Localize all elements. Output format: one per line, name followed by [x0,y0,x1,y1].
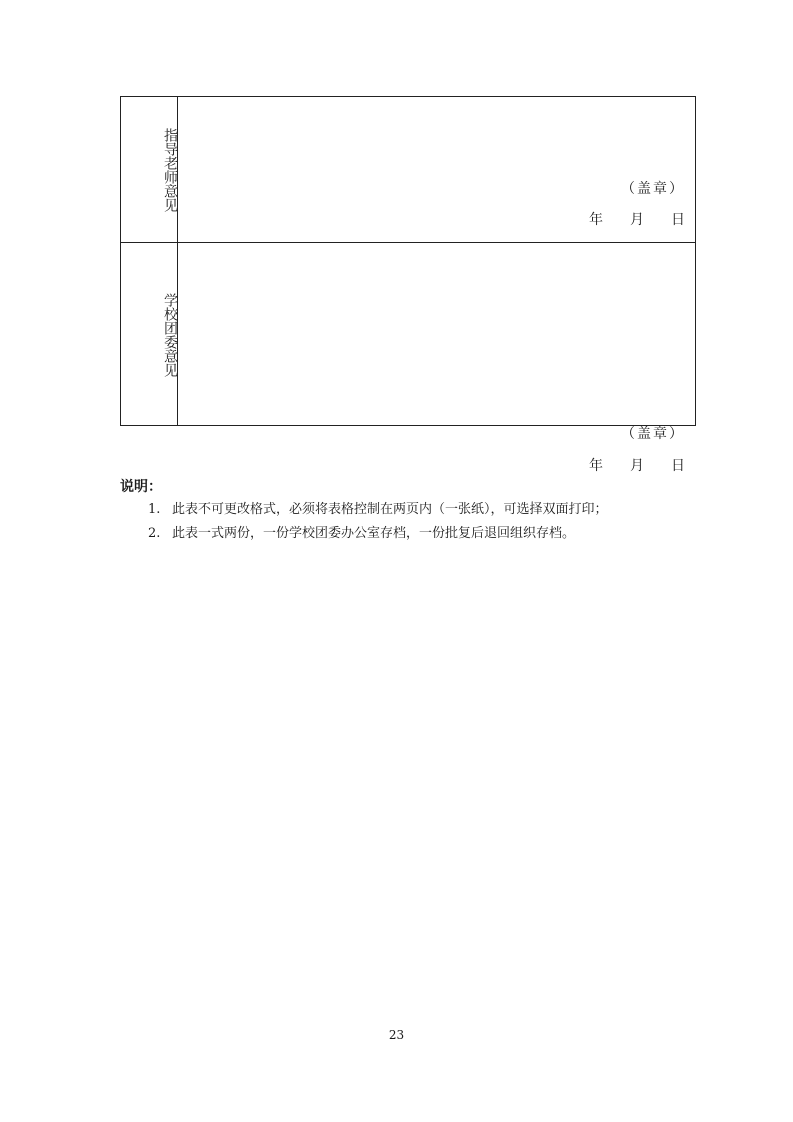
notes-title: 说明： [120,479,162,495]
note-text: 此表不可更改格式，必须将表格控制在两页内（一张纸），可选择双面打印； [172,502,608,517]
league-day-label: 日 [671,458,685,474]
league-year-label: 年 [589,458,603,474]
advisor-year-label: 年 [589,212,603,228]
league-month-label: 月 [630,458,644,474]
advisor-opinion-label-cell [121,97,178,242]
note-item [148,524,608,548]
advisor-date-line [589,209,685,229]
note-number: 1. [148,502,161,517]
league-stamp-text: （盖章） [621,426,685,442]
note-text: 此表一式两份，一份学校团委办公室存档，一份批复后退回组织存档。 [172,526,576,541]
advisor-opinion-row [121,97,695,243]
league-committee-opinion-row [121,243,695,474]
notes-list [148,500,608,548]
league-opinion-label: 学校团委意见 [162,293,178,377]
opinion-form-table [120,96,696,474]
advisor-month-label: 月 [630,212,644,228]
league-opinion-label-cell [121,243,178,425]
page-number: 23 [388,1028,405,1042]
league-date-line [589,455,685,475]
advisor-stamp-text: （盖章） [621,181,685,197]
note-item [148,500,608,524]
advisor-opinion-label: 指导老师意见 [162,128,178,212]
advisor-day-label: 日 [671,212,685,228]
note-number: 2. [148,526,161,541]
